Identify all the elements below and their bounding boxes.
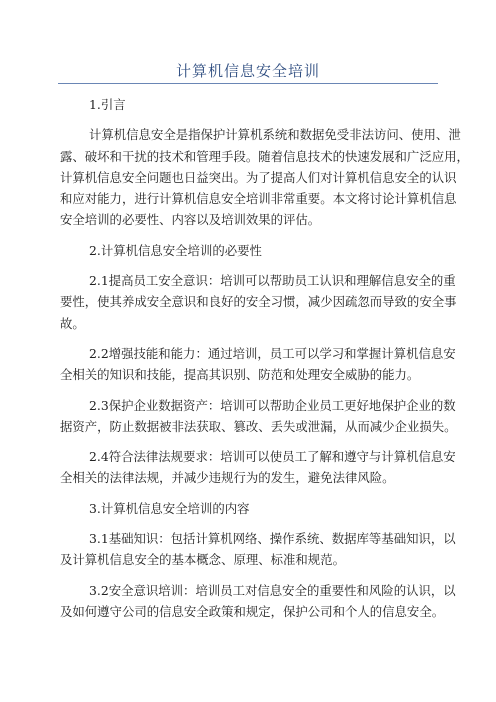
block-spacer (60, 261, 444, 270)
paragraph-line: 故。 (60, 315, 85, 331)
section-heading: 2.计算机信息安全培训的必要性 (89, 242, 262, 258)
paragraph (60, 528, 456, 571)
block-spacer (60, 334, 444, 343)
paragraph (60, 395, 457, 438)
paragraph-line: 2.3保护企业数据资产：培训可以帮助企业员工更好地保护企业的数 (89, 397, 456, 413)
paragraph-line: 3.1基础知识：包括计算机网络、操作系统、数据库等基础知识，以 (89, 531, 456, 547)
block-spacer (60, 489, 444, 498)
document-body (60, 94, 469, 622)
paragraph (60, 343, 456, 386)
paragraph-line: 2.1提高员工安全意识：培训可以帮助员工认识和理解信息安全的重 (89, 273, 456, 289)
paragraph-line: 和应对能力，进行计算机信息安全培训非常重要。本文将讨论计算机信息 (60, 191, 457, 207)
paragraph-line: 计算机信息安全问题也日益突出。为了提高人们对计算机信息安全的认识 (60, 169, 457, 185)
block-spacer (60, 231, 444, 240)
paragraph (60, 270, 457, 334)
paragraph-line: 安全培训的必要性、内容以及培训效果的评估。 (60, 212, 321, 228)
paragraph-line: 要性，使其养成安全意识和良好的安全习惯，减少因疏忽而导致的安全事 (60, 294, 457, 310)
paragraph (60, 580, 456, 623)
paragraph (60, 124, 469, 230)
paragraph-line: 及如何遵守公司的信息安全政策和规定，保护公司和个人的信息安全。 (60, 603, 445, 619)
section-heading: 3.计算机信息安全培训的内容 (89, 500, 250, 516)
paragraph-line: 及计算机信息安全的基本概念、原理、标准和规范。 (60, 552, 345, 568)
paragraph-line: 露、破坏和干扰的技术和管理手段。随着信息技术的快速发展和广泛应用， (60, 148, 469, 164)
paragraph-line: 据资产，防止数据被非法获取、篡改、丢失或泄漏，从而减少企业损失。 (60, 418, 457, 434)
block-spacer (60, 386, 444, 395)
paragraph-line: 2.2增强技能和能力：通过培训，员工可以学习和掌握计算机信息安 (89, 345, 456, 361)
title-underline (58, 83, 438, 84)
paragraph-line: 全相关的法律法规，并减少违规行为的发生，避免法律风险。 (60, 470, 395, 486)
paragraph-line: 2.4符合法律法规要求：培训可以使员工了解和遵守与计算机信息安 (89, 449, 456, 465)
block-spacer (60, 437, 444, 446)
block-spacer (60, 519, 444, 528)
block-spacer (60, 571, 444, 580)
paragraph-line: 3.2安全意识培训：培训员工对信息安全的重要性和风险的认识，以 (89, 582, 456, 598)
paragraph-line: 全相关的知识和技能，提高其识别、防范和处理安全威胁的能力。 (60, 367, 420, 383)
section-heading: 1.引言 (89, 97, 126, 112)
block-spacer (60, 115, 444, 124)
document-title: 计算机信息安全培训 (175, 62, 320, 80)
paragraph-line: 计算机信息安全是指保护计算机系统和数据免受非法访问、使用、泄 (89, 127, 461, 143)
paragraph (60, 446, 456, 489)
